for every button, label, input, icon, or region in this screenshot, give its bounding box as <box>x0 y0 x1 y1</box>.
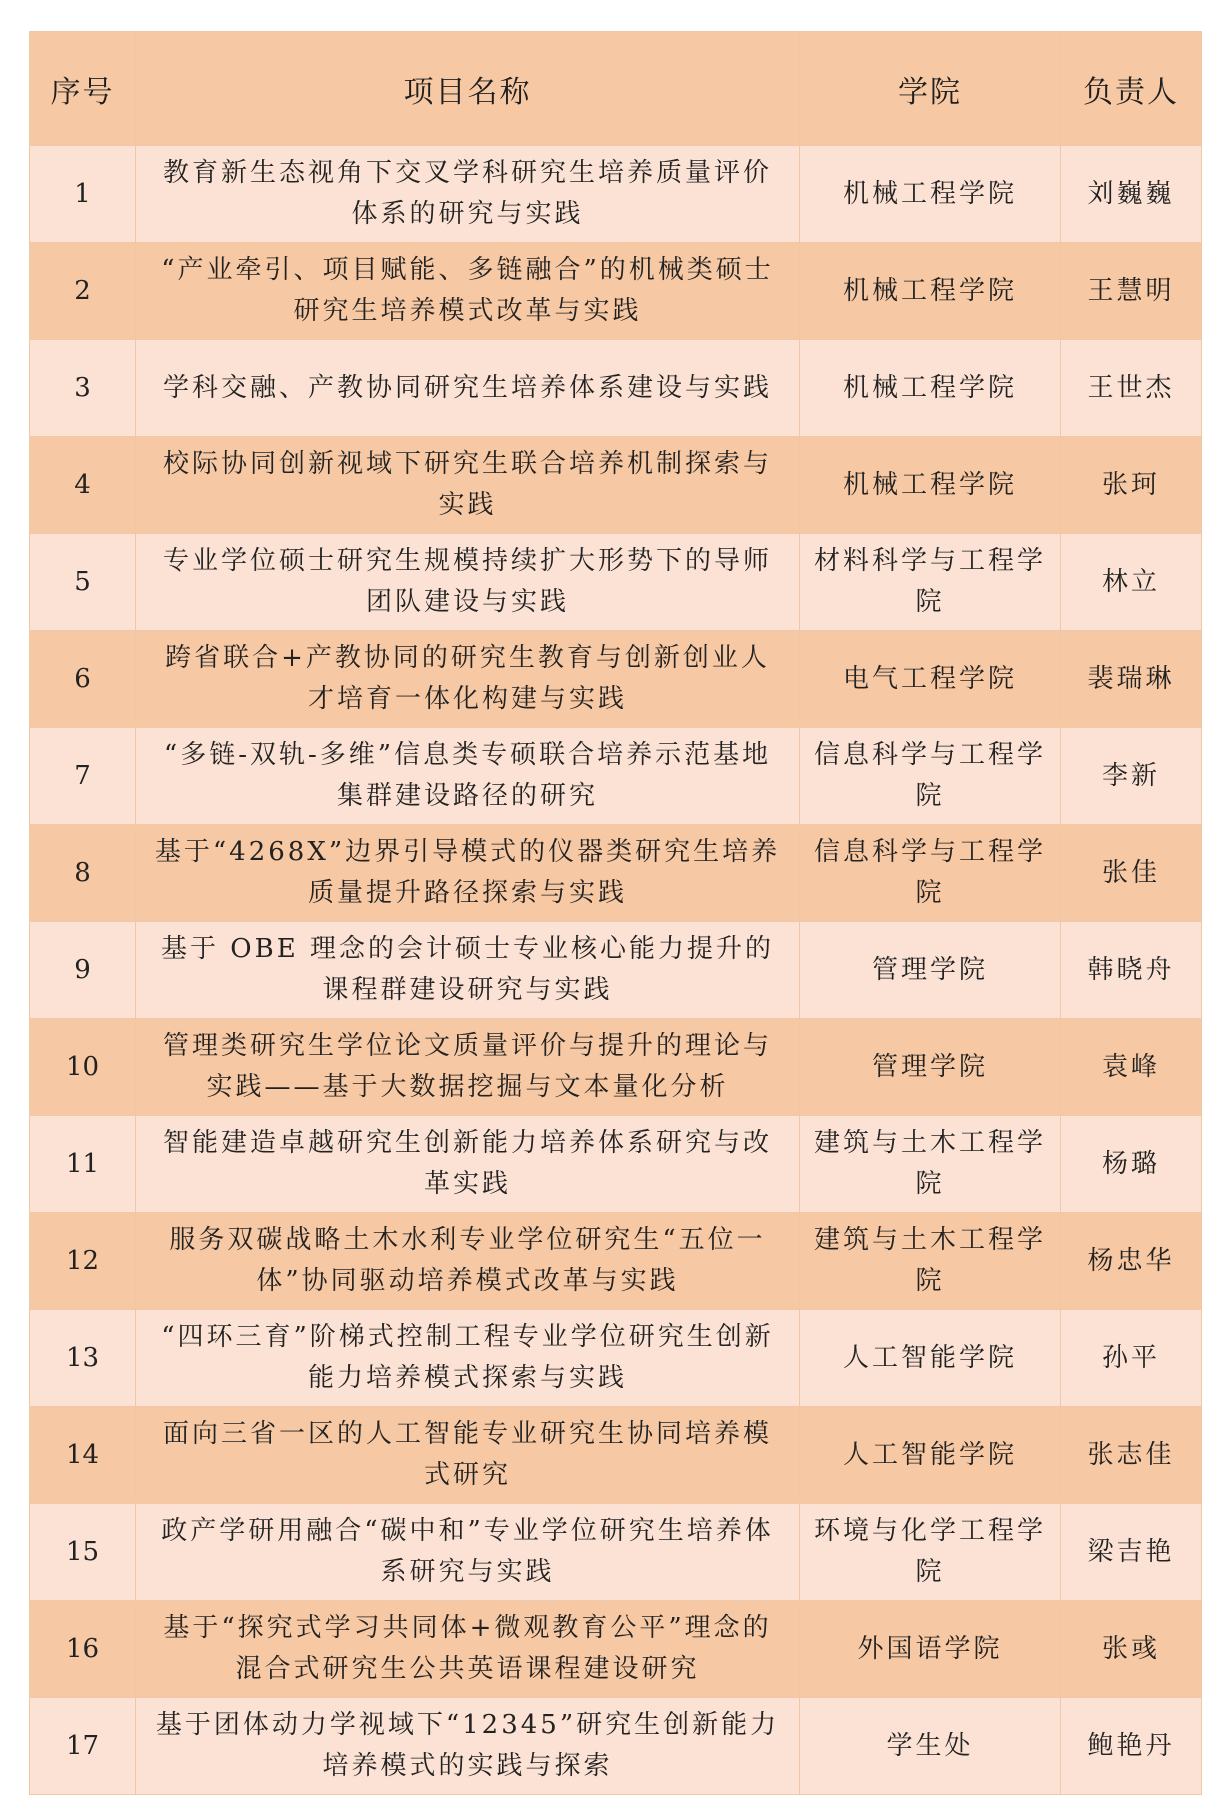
cell-owner: 林立 <box>1061 534 1202 631</box>
cell-no: 5 <box>30 534 136 631</box>
table-body <box>30 146 1202 1795</box>
cell-project-name: 基于 OBE 理念的会计硕士专业核心能力提升的课程群建设研究与实践 <box>136 922 800 1019</box>
cell-project-name: 基于“4268X”边界引导模式的仪器类研究生培养质量提升路径探索与实践 <box>136 825 800 922</box>
cell-project-name: “产业牵引、项目赋能、多链融合”的机械类硕士研究生培养模式改革与实践 <box>136 243 800 340</box>
table-row <box>30 1407 1202 1504</box>
cell-no: 2 <box>30 243 136 340</box>
cell-project-name: 专业学位硕士研究生规模持续扩大形势下的导师团队建设与实践 <box>136 534 800 631</box>
cell-project-name: 基于团体动力学视域下“12345”研究生创新能力培养模式的实践与探索 <box>136 1698 800 1795</box>
cell-school: 机械工程学院 <box>800 146 1061 243</box>
cell-owner: 王世杰 <box>1061 340 1202 437</box>
cell-no: 9 <box>30 922 136 1019</box>
table-row <box>30 1116 1202 1213</box>
cell-project-name: 教育新生态视角下交叉学科研究生培养质量评价体系的研究与实践 <box>136 146 800 243</box>
cell-no: 14 <box>30 1407 136 1504</box>
table-row <box>30 243 1202 340</box>
table-row <box>30 631 1202 728</box>
cell-owner: 张志佳 <box>1061 1407 1202 1504</box>
cell-owner: 鲍艳丹 <box>1061 1698 1202 1795</box>
cell-school: 人工智能学院 <box>800 1310 1061 1407</box>
cell-project-name: “多链-双轨-多维”信息类专硕联合培养示范基地集群建设路径的研究 <box>136 728 800 825</box>
cell-school: 管理学院 <box>800 1019 1061 1116</box>
cell-no: 17 <box>30 1698 136 1795</box>
cell-no: 6 <box>30 631 136 728</box>
cell-project-name: 学科交融、产教协同研究生培养体系建设与实践 <box>136 340 800 437</box>
cell-no: 12 <box>30 1213 136 1310</box>
cell-no: 3 <box>30 340 136 437</box>
cell-owner: 张佳 <box>1061 825 1202 922</box>
cell-no: 1 <box>30 146 136 243</box>
cell-no: 7 <box>30 728 136 825</box>
header-project-name: 项目名称 <box>136 32 800 146</box>
cell-school: 学生处 <box>800 1698 1061 1795</box>
cell-owner: 杨忠华 <box>1061 1213 1202 1310</box>
cell-owner: 杨璐 <box>1061 1116 1202 1213</box>
table-row <box>30 922 1202 1019</box>
cell-owner: 张珂 <box>1061 437 1202 534</box>
cell-owner: 孙平 <box>1061 1310 1202 1407</box>
cell-no: 4 <box>30 437 136 534</box>
cell-owner: 张彧 <box>1061 1601 1202 1698</box>
cell-school: 电气工程学院 <box>800 631 1061 728</box>
cell-no: 16 <box>30 1601 136 1698</box>
table-row <box>30 1698 1202 1795</box>
table-row <box>30 437 1202 534</box>
cell-school: 人工智能学院 <box>800 1407 1061 1504</box>
cell-school: 机械工程学院 <box>800 437 1061 534</box>
cell-owner: 韩晓舟 <box>1061 922 1202 1019</box>
header-owner: 负责人 <box>1061 32 1202 146</box>
cell-project-name: 基于“探究式学习共同体+微观教育公平”理念的混合式研究生公共英语课程建设研究 <box>136 1601 800 1698</box>
cell-project-name: 管理类研究生学位论文质量评价与提升的理论与实践——基于大数据挖掘与文本量化分析 <box>136 1019 800 1116</box>
table-row <box>30 1601 1202 1698</box>
cell-no: 15 <box>30 1504 136 1601</box>
cell-owner: 刘巍巍 <box>1061 146 1202 243</box>
cell-owner: 李新 <box>1061 728 1202 825</box>
project-table <box>29 31 1202 1795</box>
cell-project-name: 校际协同创新视域下研究生联合培养机制探索与实践 <box>136 437 800 534</box>
cell-no: 13 <box>30 1310 136 1407</box>
cell-school: 机械工程学院 <box>800 340 1061 437</box>
table-row <box>30 728 1202 825</box>
cell-no: 10 <box>30 1019 136 1116</box>
cell-owner: 王慧明 <box>1061 243 1202 340</box>
cell-project-name: 跨省联合+产教协同的研究生教育与创新创业人才培育一体化构建与实践 <box>136 631 800 728</box>
cell-no: 11 <box>30 1116 136 1213</box>
table-row <box>30 534 1202 631</box>
cell-project-name: 面向三省一区的人工智能专业研究生协同培养模式研究 <box>136 1407 800 1504</box>
cell-owner: 裴瑞琳 <box>1061 631 1202 728</box>
cell-school: 环境与化学工程学院 <box>800 1504 1061 1601</box>
table-row <box>30 146 1202 243</box>
table-row <box>30 1019 1202 1116</box>
table-row <box>30 1310 1202 1407</box>
cell-school: 信息科学与工程学院 <box>800 825 1061 922</box>
cell-project-name: 政产学研用融合“碳中和”专业学位研究生培养体系研究与实践 <box>136 1504 800 1601</box>
table-row <box>30 825 1202 922</box>
table-header-row <box>30 32 1202 146</box>
cell-project-name: 服务双碳战略土木水利专业学位研究生“五位一体”协同驱动培养模式改革与实践 <box>136 1213 800 1310</box>
cell-owner: 袁峰 <box>1061 1019 1202 1116</box>
cell-school: 机械工程学院 <box>800 243 1061 340</box>
table-row <box>30 340 1202 437</box>
cell-school: 建筑与土木工程学院 <box>800 1213 1061 1310</box>
table-row <box>30 1504 1202 1601</box>
cell-school: 建筑与土木工程学院 <box>800 1116 1061 1213</box>
cell-project-name: 智能建造卓越研究生创新能力培养体系研究与改革实践 <box>136 1116 800 1213</box>
cell-school: 信息科学与工程学院 <box>800 728 1061 825</box>
cell-school: 材料科学与工程学院 <box>800 534 1061 631</box>
cell-project-name: “四环三育”阶梯式控制工程专业学位研究生创新能力培养模式探索与实践 <box>136 1310 800 1407</box>
cell-school: 外国语学院 <box>800 1601 1061 1698</box>
header-no: 序号 <box>30 32 136 146</box>
cell-school: 管理学院 <box>800 922 1061 1019</box>
header-school: 学院 <box>800 32 1061 146</box>
project-table-container <box>29 31 1201 1795</box>
cell-no: 8 <box>30 825 136 922</box>
cell-owner: 梁吉艳 <box>1061 1504 1202 1601</box>
table-row <box>30 1213 1202 1310</box>
